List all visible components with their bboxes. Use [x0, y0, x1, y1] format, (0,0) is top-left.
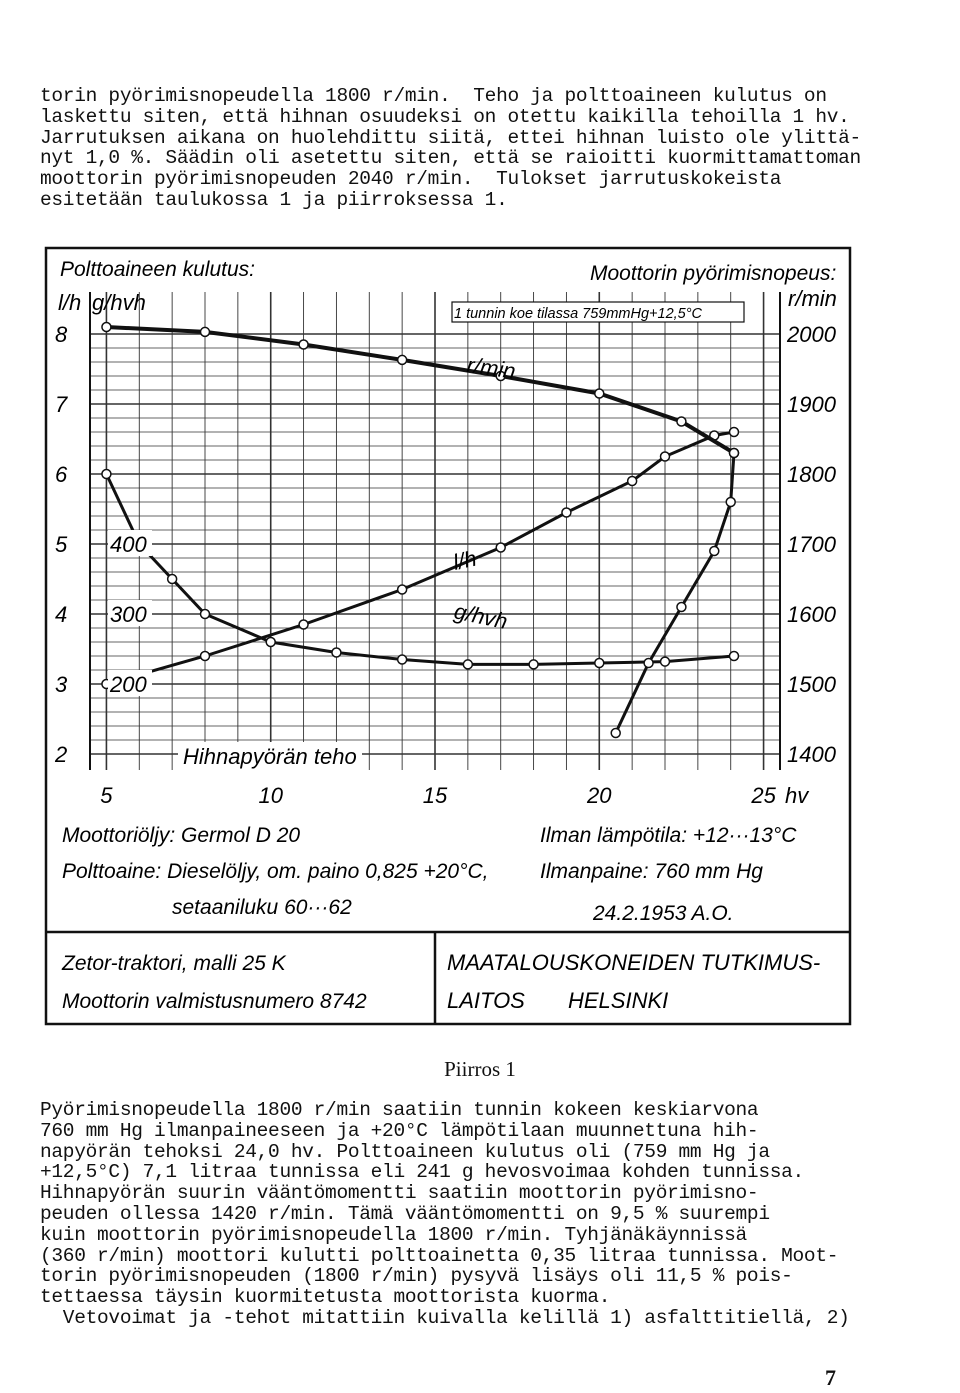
x-tick-label: 10 — [258, 783, 283, 808]
left-unit-ghvh: g/hvh — [92, 290, 146, 315]
data-point — [102, 470, 111, 479]
cetane-spec: setaaniluku 60···62 — [172, 896, 352, 919]
data-point — [529, 660, 538, 669]
intro-line: esitetään taulukossa 1 ja piirroksessa 1. — [40, 188, 508, 211]
intro-line: torin pyörimisnopeudella 1800 r/min. Teho ja polttoaineen kulutus on — [40, 85, 827, 107]
institute-city: HELSINKI — [568, 988, 669, 1013]
top-right-title: Moottorin pyörimisnopeus: — [590, 262, 837, 285]
data-point — [710, 547, 719, 556]
body-line: (360 r/min) moottori kulutti polttoainetta 0,35 litraa tunnissa. Moot- — [40, 1244, 839, 1267]
data-point — [644, 659, 653, 668]
lh-tick-label: 4 — [55, 602, 68, 627]
lh-tick-label: 8 — [55, 322, 68, 347]
data-point — [398, 585, 407, 594]
institute-line1: MAATALOUSKONEIDEN TUTKIMUS- — [447, 950, 821, 975]
label-lh: l/h — [450, 545, 479, 575]
intro-line: laskettu siten, että hihnan osuudeksi on otettu kaikilla tehoilla 1 hv. — [40, 105, 850, 128]
institute-line2: LAITOS — [447, 988, 525, 1013]
data-point — [201, 327, 210, 336]
series-line — [106, 474, 734, 664]
intro-line: nyt 1,0 %. Säädin oli asetettu siten, että se raioitti kuormittamattoman — [40, 147, 861, 170]
body-line: Vetovoimat ja -tehot mitattiin kuivalla kelillä 1) asfalttitiellä, 2) — [40, 1306, 850, 1329]
rmin-tick-label: 1900 — [787, 392, 836, 417]
x-tick-label: 25 — [751, 783, 776, 808]
label-rmin: r/min — [465, 352, 518, 384]
top-left-title: Polttoaineen kulutus: — [60, 258, 255, 281]
data-point — [332, 648, 341, 657]
right-unit: r/min — [788, 286, 837, 311]
data-point — [398, 355, 407, 364]
data-point — [168, 575, 177, 584]
data-point — [730, 449, 739, 458]
data-point — [562, 508, 571, 517]
body-line: torin pyörimisnopeuden (1800 r/min) pysyvä lisäys oli 11,5 % pois- — [40, 1265, 793, 1288]
data-point — [102, 323, 111, 332]
body-paragraph — [40, 1100, 870, 1329]
body-line: 760 mm Hg ilmanpaineeseen ja +20°C lämpötilaan muunnettuna hih- — [40, 1119, 759, 1142]
label-ghvh: g/hvh — [451, 598, 510, 635]
annotation-test: 1 tunnin koe tilassa 759mmHg+12,5°C — [454, 306, 703, 322]
data-point — [661, 452, 670, 461]
lh-tick-label: 3 — [55, 672, 68, 697]
body-line: +12,5°C) 7,1 litraa tunnissa eli 241 g hevosvoimaa kohden tunnissa. — [40, 1161, 804, 1184]
body-line: napyörän tehoksi 24,0 hv. Polttoaineen kulutus oli (759 mm Hg ja — [40, 1140, 770, 1163]
lh-tick-label: 7 — [55, 392, 68, 417]
rmin-tick-label: 2000 — [787, 322, 836, 347]
x-tick-label: 20 — [587, 783, 612, 808]
figure-caption: Piirros 1 — [444, 1057, 516, 1081]
engine-number: Moottorin valmistusnumero 8742 — [62, 990, 367, 1013]
rmin-tick-label: 1500 — [787, 672, 836, 697]
data-point — [661, 657, 670, 666]
rmin-tick-label: 1600 — [787, 602, 836, 627]
body-line: kuin moottorin pyörimisnopeudella 1800 r/min. Tyhjänäkäynnissä — [40, 1223, 747, 1246]
lh-tick-label: 2 — [55, 742, 68, 767]
data-point — [730, 652, 739, 661]
data-point — [299, 340, 308, 349]
data-point — [730, 428, 739, 437]
data-point — [726, 498, 735, 507]
x-tick-label: 5 — [100, 783, 113, 808]
data-point — [299, 620, 308, 629]
lh-tick-label: 6 — [55, 462, 68, 487]
data-point — [595, 659, 604, 668]
rmin-tick-label: 1700 — [787, 532, 836, 557]
tractor-model: Zetor-traktori, malli 25 K — [62, 952, 286, 975]
data-point — [496, 543, 505, 552]
data-point — [611, 729, 620, 738]
label-belt: Hihnapyörän teho — [183, 744, 357, 769]
rmin-tick-label: 1800 — [787, 462, 836, 487]
rmin-tick-label: 1400 — [787, 742, 836, 767]
air-pressure: Ilmanpaine: 760 mm Hg — [540, 860, 763, 883]
data-point — [595, 389, 604, 398]
oil-spec: Moottoriöljy: Germol D 20 — [62, 824, 301, 847]
body-line: Pyörimisnopeudella 1800 r/min saatiin tunnin kokeen keskiarvona — [40, 1099, 759, 1121]
intro-line: moottorin pyörimisnopeuden 2040 r/min. Tulokset jarrutuskokeista — [40, 168, 782, 191]
intro-line: Jarrutuksen aikana on huolehdittu siitä, ettei hihnan luisto ole ylittä- — [40, 126, 861, 149]
ghvh-tick-label: 400 — [110, 532, 147, 557]
left-unit-lh: l/h — [58, 290, 82, 315]
fuel-spec: Polttoaine: Dieselöljy, om. paino 0,825 +20°C, — [62, 860, 489, 883]
data-point — [677, 417, 686, 426]
body-line: peuden ollessa 1420 r/min. Tämä vääntömomentti on 9,5 % suurempi — [40, 1202, 770, 1225]
ghvh-tick-label: 200 — [110, 672, 147, 697]
data-point — [463, 660, 472, 669]
x-unit: hv — [785, 783, 809, 808]
data-point — [398, 655, 407, 664]
lh-tick-label: 5 — [55, 532, 68, 557]
test-date: 24.2.1953 A.O. — [593, 902, 734, 925]
data-point — [266, 638, 275, 647]
data-point — [628, 477, 637, 486]
data-point — [201, 610, 210, 619]
data-point — [201, 652, 210, 661]
ghvh-tick-label: 300 — [110, 602, 147, 627]
air-temp: Ilman lämpötila: +12···13°C — [540, 824, 797, 847]
x-tick-label: 15 — [422, 783, 448, 808]
body-line: tettaessa täysin kuormitetusta moottorista kuorma. — [40, 1286, 611, 1309]
body-line: Hihnapyörän suurin vääntömomentti saatiin moottorin pyörimisno- — [40, 1182, 759, 1205]
data-point — [677, 603, 686, 612]
series-line — [616, 453, 734, 733]
page-number: 7 — [825, 1365, 836, 1390]
